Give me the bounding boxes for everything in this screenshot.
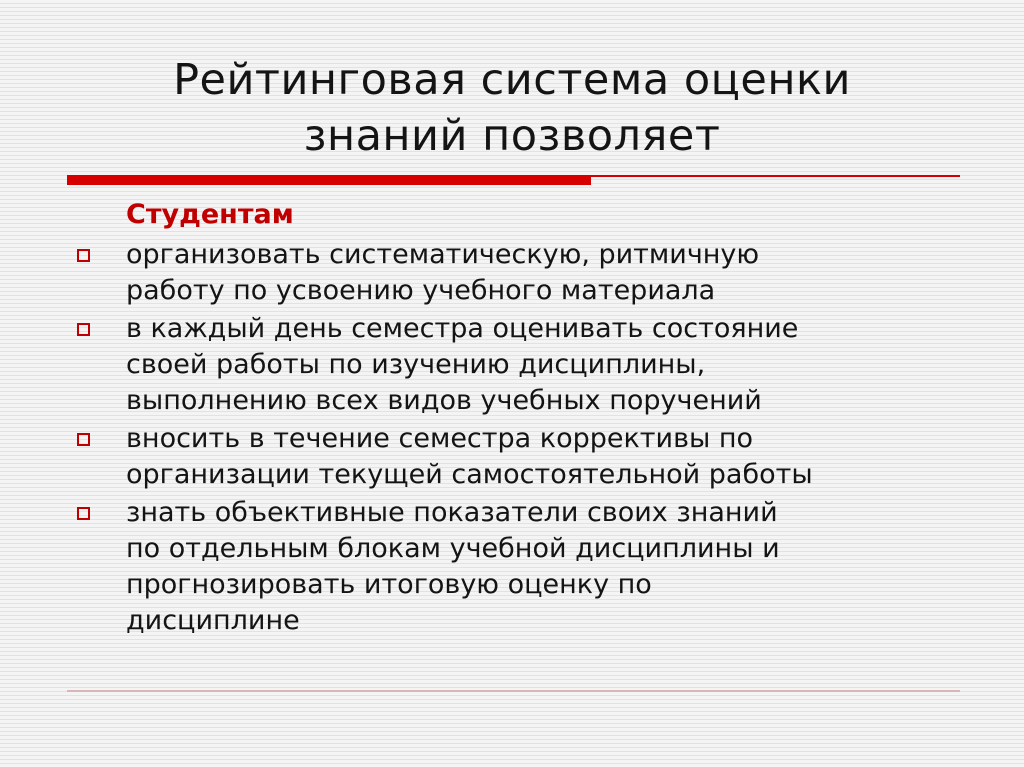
list-item-line: по отдельным блокам учебной дисциплины и	[126, 533, 780, 564]
slide-body	[72, 197, 972, 641]
list-item-text	[126, 237, 972, 309]
list-item-line: работу по усвоению учебного материала	[126, 275, 716, 306]
list-item	[72, 421, 972, 493]
list-item	[72, 495, 972, 639]
title-underline-thin	[591, 175, 960, 177]
hollow-square-icon	[77, 249, 90, 262]
title-line-1: Рейтинговая система оценки	[173, 55, 851, 105]
title-underline-thick	[67, 175, 591, 185]
hollow-square-icon	[77, 507, 90, 520]
list-item-line: вносить в течение семестра коррективы по	[126, 423, 754, 454]
bullet-list	[72, 237, 972, 639]
list-item-line: выполнению всех видов учебных поручений	[126, 385, 762, 416]
hollow-square-icon	[77, 433, 90, 446]
footer-divider	[67, 690, 960, 692]
list-item-line: прогнозировать итоговую оценку по	[126, 569, 652, 600]
list-item-line: организовать систематическую, ритмичную	[126, 239, 760, 270]
list-item-line: организации текущей самостоятельной работы	[126, 459, 813, 490]
list-item-line: своей работы по изучению дисциплины,	[126, 349, 706, 380]
hollow-square-icon	[77, 323, 90, 336]
list-item	[72, 311, 972, 419]
list-item-text	[126, 495, 972, 639]
list-item-text	[126, 421, 972, 493]
slide-title	[80, 52, 944, 164]
list-item-line: знать объективные показатели своих знаний	[126, 497, 778, 528]
list-item-text	[126, 311, 972, 419]
list-item	[72, 237, 972, 309]
title-line-2: знаний позволяет	[303, 111, 721, 161]
subheading: Студентам	[126, 199, 294, 230]
list-item-line: в каждый день семестра оценивать состояние	[126, 313, 799, 344]
list-item-line: дисциплине	[126, 605, 300, 636]
